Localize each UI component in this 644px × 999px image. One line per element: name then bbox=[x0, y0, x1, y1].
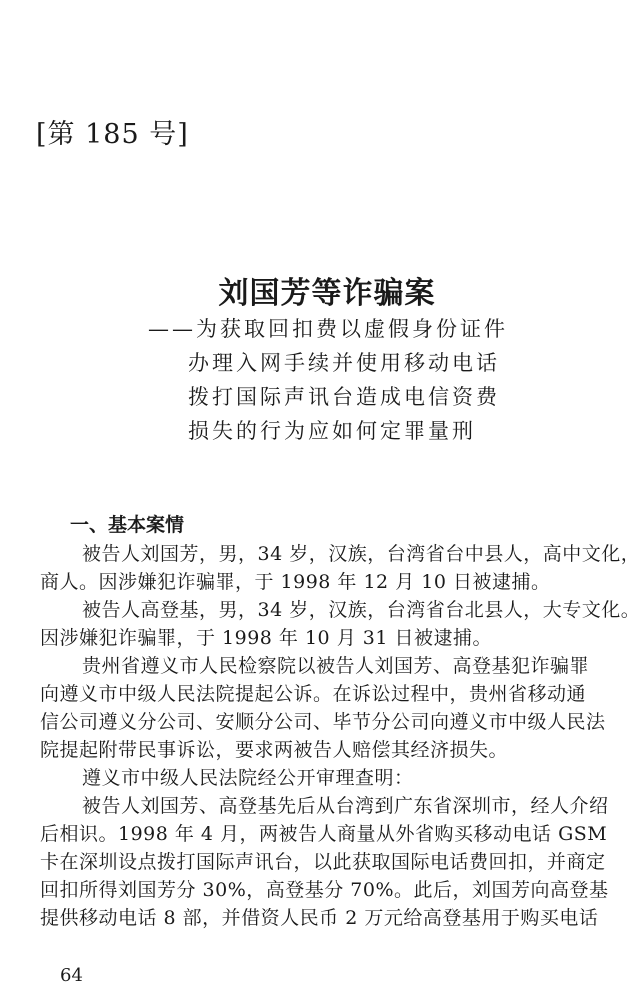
paragraph-line: 信公司遵义分公司、安顺分公司、毕节分公司向遵义市中级人民法 bbox=[40, 711, 606, 733]
subtitle-line: ——为获取回扣费以虚假身份证件 bbox=[148, 317, 508, 341]
paragraph-line: 贵州省遵义市人民检察院以被告人刘国芳、高登基犯诈骗罪 bbox=[82, 655, 590, 677]
case-title: 刘国芳等诈骗案 bbox=[218, 276, 436, 311]
subtitle-line: 办理入网手续并使用移动电话 bbox=[188, 351, 500, 375]
paragraph-line: 被告人高登基，男，34 岁，汉族，台湾省台北县人，大专文化。 bbox=[82, 599, 641, 621]
paragraph-line: 回扣所得刘国芳分 30%，高登基分 70%。此后，刘国芳向高登基 bbox=[40, 879, 609, 901]
paragraph-line: 院提起附带民事诉讼，要求两被告人赔偿其经济损失。 bbox=[40, 739, 509, 761]
section-heading: 一、基本案情 bbox=[70, 514, 185, 536]
paragraph-line: 向遵义市中级人民法院提起公诉。在诉讼过程中，贵州省移动通 bbox=[40, 683, 587, 705]
paragraph-line: 卡在深圳设点拨打国际声讯台，以此获取国际电话费回扣，并商定 bbox=[40, 851, 606, 873]
case-number: [第 185 号] bbox=[36, 119, 189, 150]
paragraph-line: 被告人刘国芳、高登基先后从台湾到广东省深圳市，经人介绍 bbox=[82, 795, 609, 817]
paragraph-line: 因涉嫌犯诈骗罪，于 1998 年 10 月 31 日被逮捕。 bbox=[40, 627, 492, 649]
paragraph-line: 后相识。1998 年 4 月，两被告人商量从外省购买移动电话 GSM bbox=[40, 823, 608, 845]
paragraph-line: 提供移动电话 8 部，并借资人民币 2 万元给高登基用于购买电话 bbox=[40, 907, 599, 929]
subtitle-line: 损失的行为应如何定罪量刑 bbox=[188, 419, 476, 443]
paragraph-line: 被告人刘国芳，男，34 岁，汉族，台湾省台中县人，高中文化， bbox=[82, 543, 641, 565]
paragraph-line: 商人。因涉嫌犯诈骗罪，于 1998 年 12 月 10 日被逮捕。 bbox=[40, 571, 551, 593]
paragraph-line: 遵义市中级人民法院经公开审理查明： bbox=[82, 767, 414, 789]
page-number: 64 bbox=[60, 965, 83, 986]
subtitle-line: 拨打国际声讯台造成电信资费 bbox=[188, 385, 500, 409]
